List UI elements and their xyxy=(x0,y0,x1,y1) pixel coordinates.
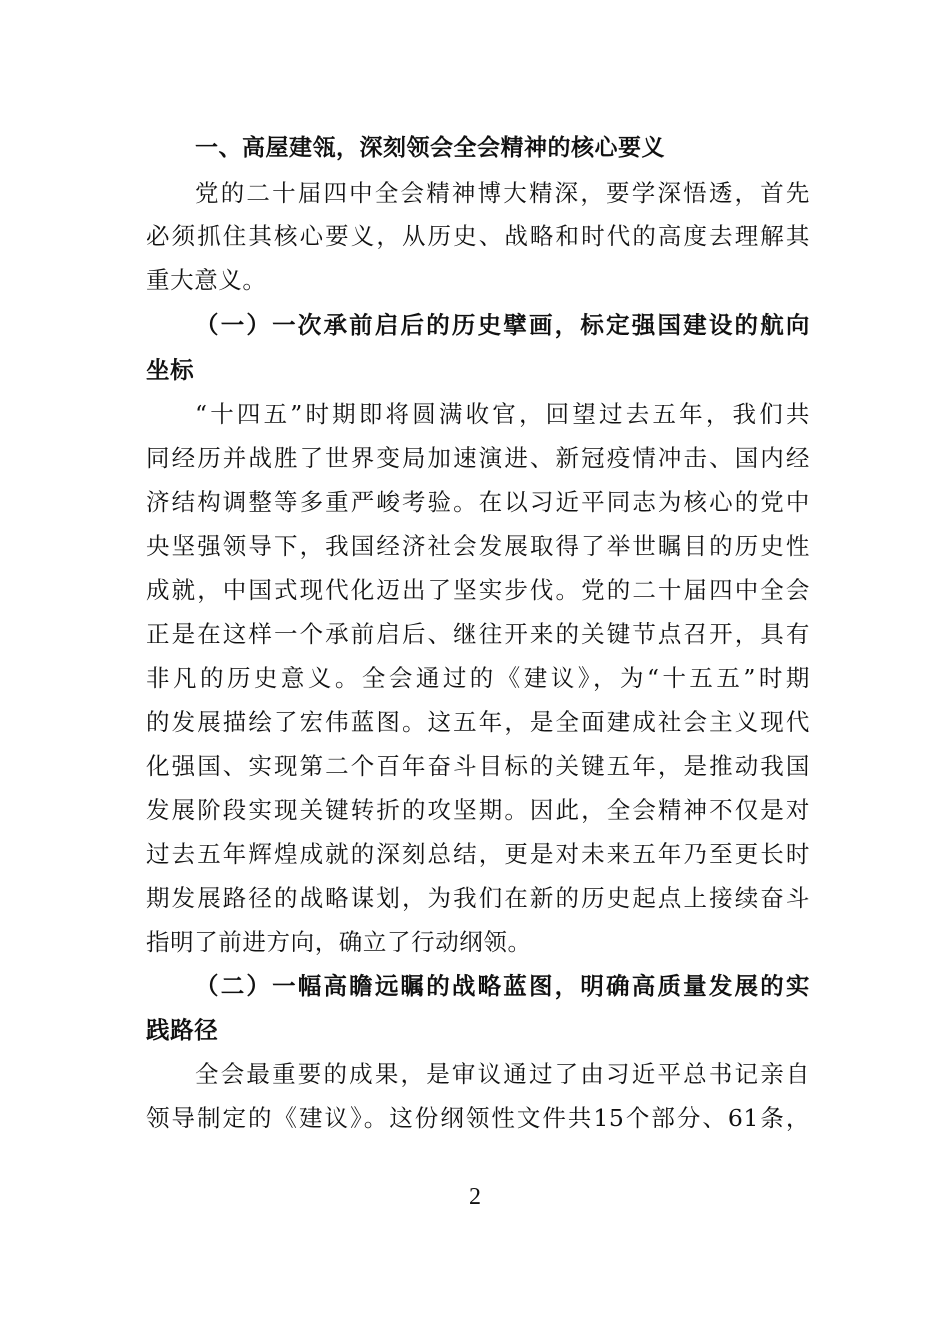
subheading-line: 坐标 xyxy=(146,356,195,384)
paragraph-line: 的发展描绘了宏伟蓝图。这五年，是全面建成社会主义现代 xyxy=(146,708,810,736)
subheading-line: 践路径 xyxy=(146,1016,219,1044)
paragraph-line: 化强国、实现第二个百年奋斗目标的关键五年，是推动我国 xyxy=(146,752,810,780)
section-heading: 一、高屋建瓴，深刻领会全会精神的核心要义 xyxy=(195,135,665,161)
paragraph-line: 发展阶段实现关键转折的攻坚期。因此，全会精神不仅是对 xyxy=(146,796,810,824)
paragraph-line: 过去五年辉煌成就的深刻总结，更是对未来五年乃至更长时 xyxy=(146,840,810,868)
paragraph-line: 重大意义。 xyxy=(146,266,267,294)
page-number: 2 xyxy=(469,1184,481,1210)
paragraph-line: 成就，中国式现代化迈出了坚实步伐。党的二十届四中全会 xyxy=(146,576,810,604)
paragraph-line: 党的二十届四中全会精神博大精深，要学深悟透，首先 xyxy=(195,179,810,207)
paragraph-line: 必须抓住其核心要义，从历史、战略和时代的高度去理解其 xyxy=(146,222,810,250)
paragraph-line: 非凡的历史意义。全会通过的《建议》，为“十五五”时期 xyxy=(146,664,810,692)
paragraph-line: 指明了前进方向，确立了行动纲领。 xyxy=(146,928,532,956)
paragraph-line: 正是在这样一个承前启后、继往开来的关键节点召开，具有 xyxy=(146,620,810,648)
paragraph-line: 领导制定的《建议》。这份纲领性文件共15个部分、61条， xyxy=(146,1104,810,1132)
paragraph-line: “十四五”时期即将圆满收官，回望过去五年，我们共 xyxy=(195,400,810,428)
subheading-line: （一）一次承前启后的历史擘画，标定强国建设的航向 xyxy=(195,311,810,339)
paragraph-line: 同经历并战胜了世界变局加速演进、新冠疫情冲击、国内经 xyxy=(146,444,810,472)
paragraph-line: 全会最重要的成果，是审议通过了由习近平总书记亲自 xyxy=(195,1060,810,1088)
subheading-line: （二）一幅高瞻远瞩的战略蓝图，明确高质量发展的实 xyxy=(195,972,810,1000)
paragraph-line: 期发展路径的战略谋划，为我们在新的历史起点上接续奋斗 xyxy=(146,884,810,912)
paragraph-line: 济结构调整等多重严峻考验。在以习近平同志为核心的党中 xyxy=(146,488,810,516)
paragraph-line: 央坚强领导下，我国经济社会发展取得了举世瞩目的历史性 xyxy=(146,532,810,560)
